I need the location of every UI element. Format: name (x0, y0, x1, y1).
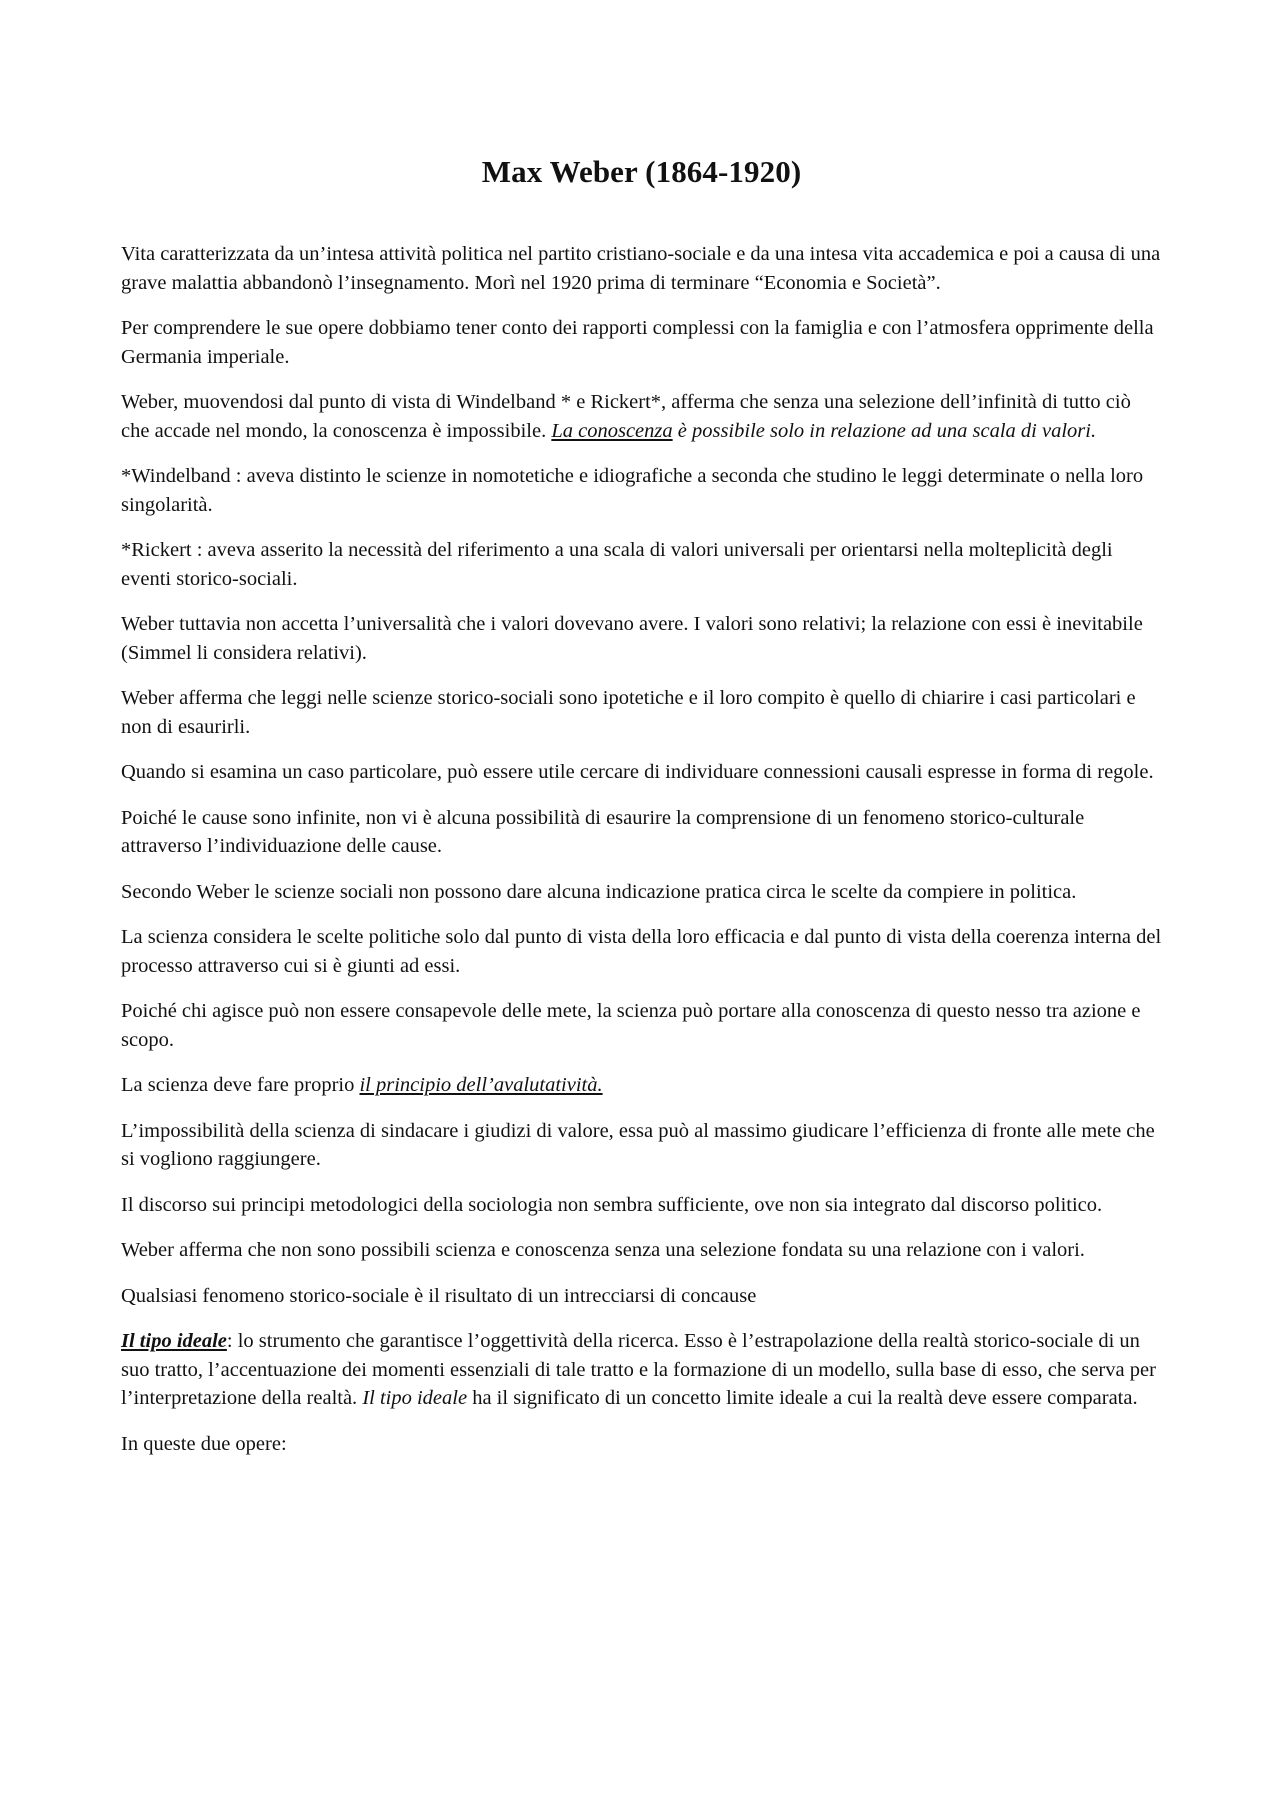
paragraph-14: L’impossibilità della scienza di sindacare i giudizi di valore, essa può al massimo giudicare l’efficienza di fronte alle mete che si vogliono raggiungere. (121, 1119, 1155, 1170)
paragraph-12: Poiché chi agisce può non essere consapevole delle mete, la scienza può portare alla conoscenza di questo nesso tra azione e scopo. (121, 1000, 1141, 1051)
paragraph-16: Weber afferma che non sono possibili scienza e conoscenza senza una selezione fondata su una relazione con i valori. (121, 1239, 1085, 1261)
paragraph-9: Poiché le cause sono infinite, non vi è alcuna possibilità di esaurire la comprensione di un fenomeno storico-culturale attraverso l’individuazione delle cause. (121, 806, 1085, 857)
paragraph-5: *Rickert : aveva asserito la necessità del riferimento a una scala di valori universali per orientarsi nella molteplicità degli eventi storico-sociali. (121, 539, 1113, 590)
paragraph-8: Quando si esamina un caso particolare, può essere utile cercare di individuare connessioni causali espresse in forma di regole. (121, 761, 1154, 783)
page-title: Max Weber (1864-1920) (481, 154, 802, 189)
paragraph-3 (121, 388, 1162, 445)
paragraph-4: *Windelband : aveva distinto le scienze in nomotetiche e idiografiche a seconda che studino le leggi determinate o nella loro singolarità. (121, 465, 1144, 516)
lead-tipo-ideale: Il tipo ideale (121, 1330, 227, 1352)
paragraph-13 (121, 1071, 1162, 1100)
paragraph-18-text-end: ha il significato di un concetto limite ideale a cui la realtà deve essere comparata. (467, 1387, 1138, 1409)
paragraph-7: Weber afferma che leggi nelle scienze storico-sociali sono ipotetiche e il loro compito è quello di chiarire i casi particolari e non di esaurirli. (121, 687, 1136, 738)
paragraph-13-text: La scienza deve fare proprio (121, 1074, 360, 1096)
paragraph-19: In queste due opere: (121, 1432, 287, 1455)
paragraph-2: Per comprendere le sue opere dobbiamo tener conto dei rapporti complessi con la famiglia e con l’atmosfera opprimente della Germania imperiale. (121, 317, 1154, 368)
emphasis-tipo-ideale: Il tipo ideale (362, 1387, 468, 1409)
paragraph-18-text: : lo strumento che garantisce l’oggettività della ricerca. Esso è l’estrapolazione della realtà storico-sociale di un suo tratto, l’accentuazione dei momenti essenziali di tale tratto e la formazione di un modello, sulla base di esso, che serva per l’interpretazione della realtà. (121, 1330, 1156, 1409)
emphasis-principio-avalutativita: il principio dell’avalutatività. (359, 1074, 603, 1096)
paragraph-15: Il discorso sui principi metodologici della sociologia non sembra sufficiente, ove non sia integrato dal discorso politico. (121, 1193, 1103, 1216)
paragraph-1: Vita caratterizzata da un’intesa attività politica nel partito cristiano-sociale e da una intesa vita accademica e poi a causa di una grave malattia abbandonò l’insegnamento. Morì nel 1920 prima di terminare “Economia e Società”. (121, 243, 1161, 294)
paragraph-18 (121, 1327, 1162, 1413)
paragraph-3-text: Weber, muovendosi dal punto di vista di Windelband * e Rickert*, afferma che senza una selezione dell’infinità di tutto ciò che accade nel mondo, la conoscenza è impossibile. (121, 391, 1131, 442)
paragraph-6: Weber tuttavia non accetta l’universalità che i valori dovevano avere. I valori sono relativi; la relazione con essi è inevitabile (Simmel li considera relativi). (121, 613, 1143, 664)
paragraph-10: Secondo Weber le scienze sociali non possono dare alcuna indicazione pratica circa le scelte da compiere in politica. (121, 880, 1077, 903)
paragraph-17: Qualsiasi fenomeno storico-sociale è il risultato di un intrecciarsi di concause (121, 1284, 757, 1307)
paragraph-11: La scienza considera le scelte politiche solo dal punto di vista della loro efficacia e dal punto di vista della coerenza interna del processo attraverso cui si è giunti ad essi. (121, 926, 1162, 977)
paragraph-3-italic-end: è possibile solo in relazione ad una scala di valori. (672, 419, 1097, 442)
emphasis-la-conoscenza: La conoscenza (551, 419, 673, 442)
